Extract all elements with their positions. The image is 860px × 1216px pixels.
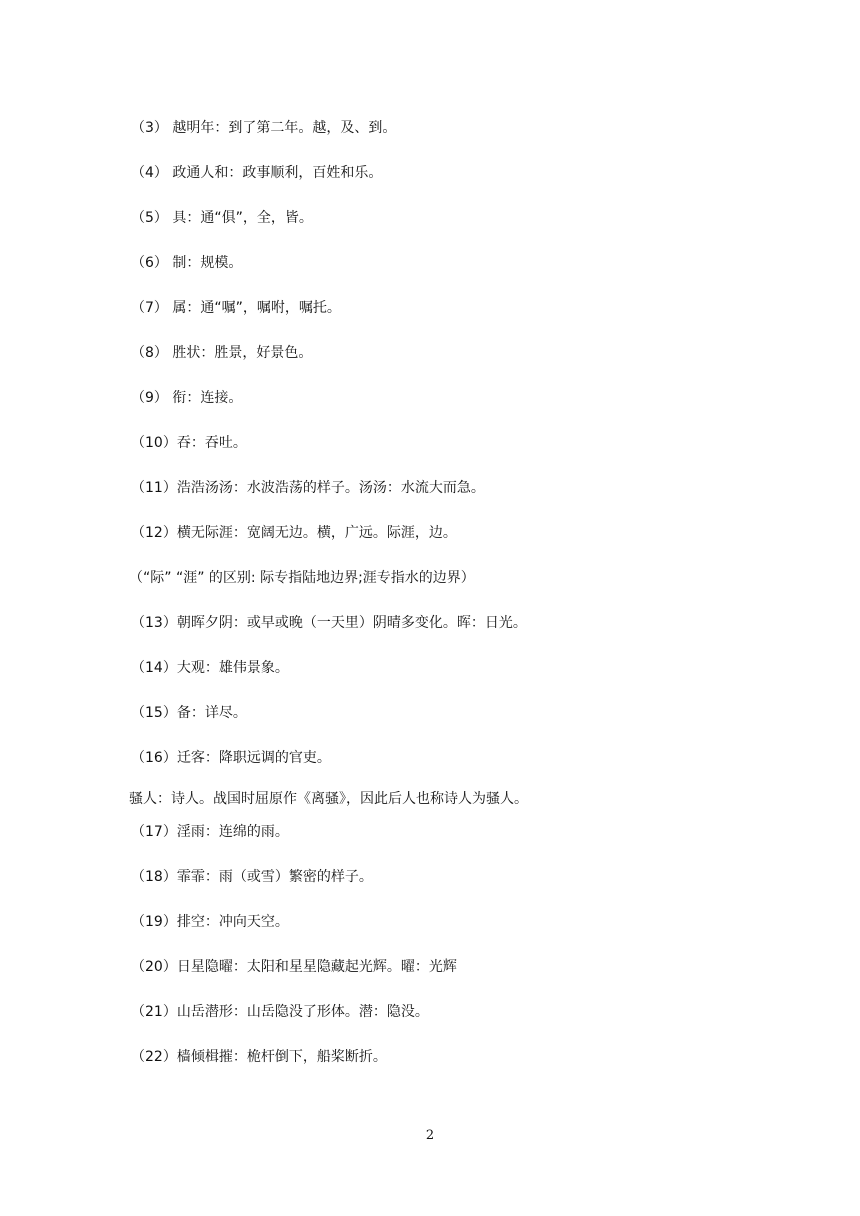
annotation-line-18: （18）霏霏：雨（或雪）繁密的样子。 xyxy=(131,869,373,885)
annotation-line-22: （22）樯倾楫摧：桅杆倒下，船桨断折。 xyxy=(131,1049,387,1065)
annotation-line-13: （13）朝晖夕阴：或早或晚（一天里）阴晴多变化。晖：日光。 xyxy=(131,615,527,631)
annotation-line-4: （4） 政通人和：政事顺利，百姓和乐。 xyxy=(131,165,383,181)
annotation-line-5: （5） 具：通“俱”，全，皆。 xyxy=(131,210,313,226)
annotation-line-16-continuation: 骚人：诗人。战国时屈原作《离骚》，因此后人也称诗人为骚人。 xyxy=(129,791,528,807)
annotation-line-8: （8） 胜状：胜景，好景色。 xyxy=(131,345,313,361)
annotation-line-21: （21）山岳潜形：山岳隐没了形体。潜：隐没。 xyxy=(131,1004,429,1020)
annotation-line-16: （16）迁客：降职远调的官吏。 xyxy=(131,750,331,766)
annotation-line-14: （14）大观：雄伟景象。 xyxy=(131,660,289,676)
annotation-line-6: （6） 制：规模。 xyxy=(131,255,243,271)
annotation-line-20: （20）日星隐曜：太阳和星星隐藏起光辉。曜：光辉 xyxy=(131,959,457,975)
annotation-line-15: （15）备：详尽。 xyxy=(131,705,247,721)
annotation-line-3: （3） 越明年：到了第二年。越，及、到。 xyxy=(131,120,397,136)
annotation-line-9: （9） 衔：连接。 xyxy=(131,390,243,406)
annotation-line-11: （11）浩浩汤汤：水波浩荡的样子。汤汤：水流大而急。 xyxy=(131,480,485,496)
annotation-line-7: （7） 属：通“嘱”，嘱咐，嘱托。 xyxy=(131,300,341,316)
page-number: 2 xyxy=(425,1128,435,1143)
annotation-line-12: （12）横无际涯：宽阔无边。横，广远。际涯，边。 xyxy=(131,525,457,541)
annotation-note-line: （“际” “涯” 的区别: 际专指陆地边界;涯专指水的边界） xyxy=(129,570,475,586)
annotation-line-19: （19）排空：冲向天空。 xyxy=(131,914,289,930)
annotation-line-10: （10）吞：吞吐。 xyxy=(131,435,247,451)
annotation-line-17: （17）淫雨：连绵的雨。 xyxy=(131,824,289,840)
